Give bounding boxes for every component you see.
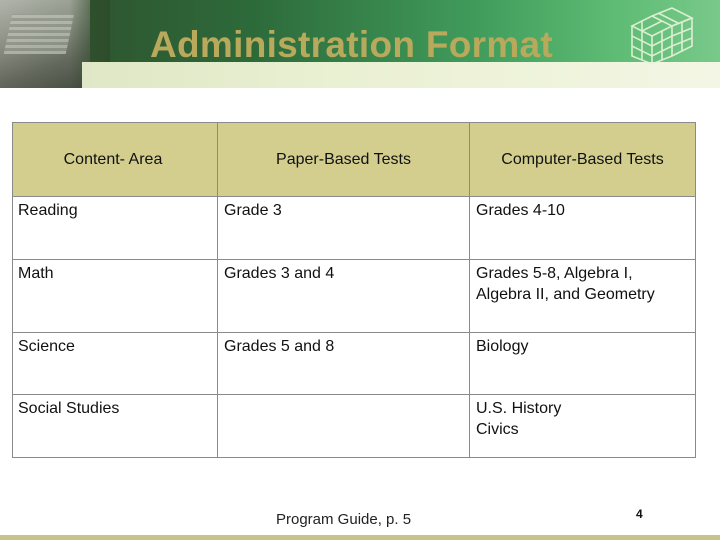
- cell-computer-line: Grades 4-10: [476, 202, 565, 219]
- cell-area: Social Studies: [13, 395, 218, 458]
- cell-paper: Grades 3 and 4: [218, 260, 470, 333]
- cell-paper: [218, 395, 470, 458]
- cube-blocks-icon: [628, 6, 706, 64]
- cell-computer-line: Civics: [476, 421, 519, 438]
- cell-computer-line: Grades 5-8, Algebra I,: [476, 265, 633, 282]
- cell-paper: Grades 5 and 8: [218, 333, 470, 395]
- cell-area: Science: [13, 333, 218, 395]
- header-paper-based: Paper-Based Tests: [218, 123, 470, 197]
- footer-reference: Program Guide, p. 5: [276, 511, 412, 528]
- cell-computer: [470, 395, 696, 458]
- table-row: [13, 333, 696, 395]
- cell-computer-line: Biology: [476, 338, 529, 355]
- table-row: [13, 395, 696, 458]
- cell-computer: [470, 197, 696, 260]
- table-row: [13, 197, 696, 260]
- cell-computer-line: Algebra II, and Geometry: [476, 286, 655, 303]
- header-content-area: Content- Area: [13, 123, 218, 197]
- administration-table: [12, 122, 696, 458]
- cell-area: Reading: [13, 197, 218, 260]
- cell-area: Math: [13, 260, 218, 333]
- cell-computer: [470, 333, 696, 395]
- header-computer-based: Computer-Based Tests: [470, 123, 696, 197]
- slide-title: Administration Format: [150, 24, 554, 65]
- cell-paper: Grade 3: [218, 197, 470, 260]
- table-row: [13, 260, 696, 333]
- banner-photo: [0, 0, 90, 88]
- bottom-accent-bar: [0, 535, 720, 540]
- cell-computer-line: U.S. History: [476, 400, 562, 417]
- page-number: 4: [636, 507, 643, 521]
- table-header-row: [13, 123, 696, 197]
- cell-computer: [470, 260, 696, 333]
- header-banner: [0, 0, 720, 88]
